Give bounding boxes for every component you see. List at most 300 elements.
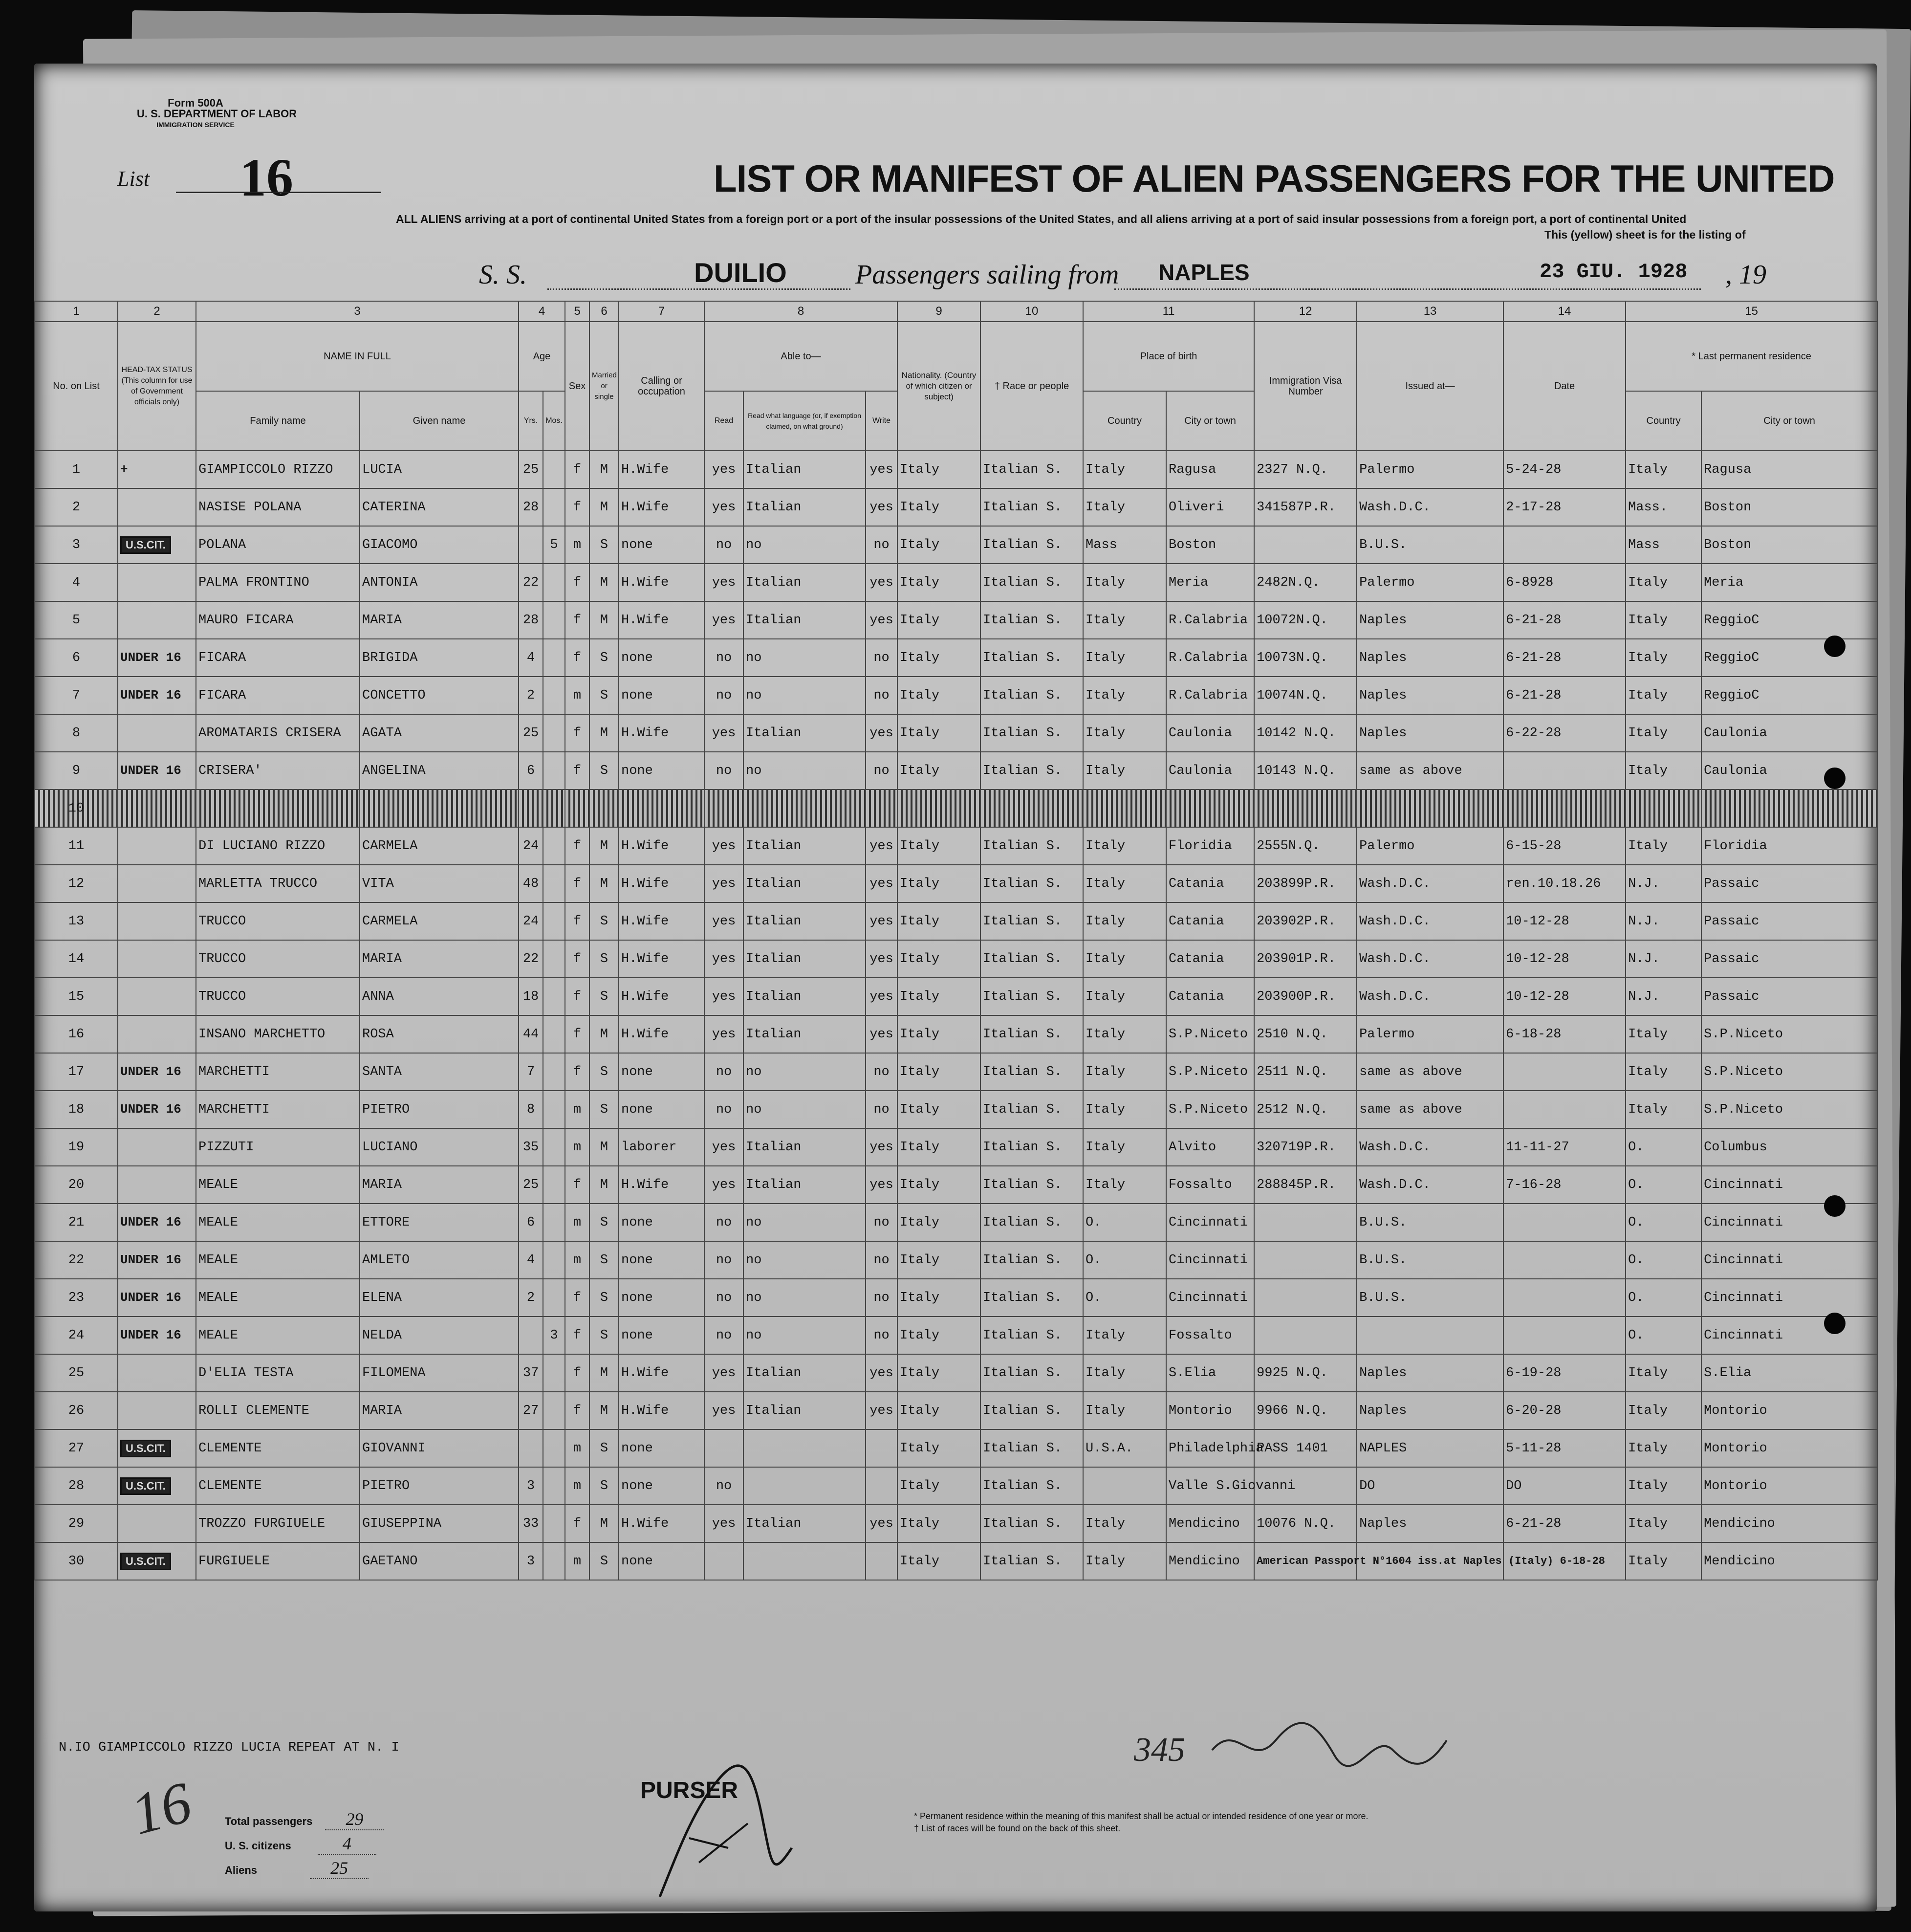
table-row: [35, 1091, 1877, 1128]
residence-city: Boston: [1701, 526, 1877, 564]
sex: f: [565, 564, 589, 601]
header-last-residence: * Last permanent residence: [1626, 322, 1877, 391]
race: Italian S.: [980, 451, 1083, 488]
age-years: 18: [519, 978, 543, 1015]
family-name: TRUCCO: [196, 902, 360, 940]
occupation: H.Wife: [619, 978, 704, 1015]
list-label: List: [117, 167, 150, 191]
visa-date: 5-11-28: [1503, 1429, 1626, 1467]
birth-country: Italy: [1083, 1166, 1166, 1204]
visa-number: [1254, 1241, 1357, 1279]
birth-city: Mendicino: [1166, 1542, 1254, 1580]
nationality: Italy: [897, 1128, 980, 1166]
visa-number: 203900P.R.: [1254, 978, 1357, 1015]
residence-city: Columbus: [1701, 1128, 1877, 1166]
family-name: PALMA FRONTINO: [196, 564, 360, 601]
occupation: none: [619, 1241, 704, 1279]
age-months: [543, 1429, 565, 1467]
marital-status: S: [589, 1542, 619, 1580]
residence-country: Italy: [1626, 1392, 1701, 1429]
can-read: yes: [704, 940, 743, 978]
age-months: [543, 940, 565, 978]
can-write: yes: [866, 978, 897, 1015]
sex: m: [565, 677, 589, 714]
visa-number: 203901P.R.: [1254, 940, 1357, 978]
age-months: [543, 639, 565, 677]
table-row: [35, 1354, 1877, 1392]
family-name: MEALE: [196, 1317, 360, 1354]
column-number: 5: [565, 301, 589, 322]
binder-hole: [1824, 636, 1846, 657]
age-years: 8: [519, 1091, 543, 1128]
marital-status: S: [589, 1279, 619, 1317]
table-row: [35, 978, 1877, 1015]
sex: [565, 790, 589, 827]
given-name: ROSA: [360, 1015, 519, 1053]
age-months: [543, 1204, 565, 1241]
residence-country: Italy: [1626, 1091, 1701, 1128]
marital-status: M: [589, 1354, 619, 1392]
binder-hole: [1824, 1313, 1846, 1334]
birth-country: Italy: [1083, 1542, 1166, 1580]
marital-status: S: [589, 639, 619, 677]
can-write: no: [866, 677, 897, 714]
occupation: none: [619, 1467, 704, 1505]
given-name: NELDA: [360, 1317, 519, 1354]
column-number: 8: [704, 301, 897, 322]
age-months: [543, 902, 565, 940]
residence-country: Italy: [1626, 714, 1701, 752]
row-number: 19: [35, 1128, 118, 1166]
age-years: 22: [519, 940, 543, 978]
read-language: Italian: [743, 564, 866, 601]
header-issued-at: Issued at—: [1357, 322, 1503, 451]
sex: f: [565, 714, 589, 752]
race: Italian S.: [980, 1204, 1083, 1241]
marital-status: S: [589, 752, 619, 790]
marital-status: S: [589, 1053, 619, 1091]
header-calling: Calling or occupation: [619, 322, 704, 451]
family-name: MEALE: [196, 1279, 360, 1317]
given-name: GIACOMO: [360, 526, 519, 564]
age-years: 44: [519, 1015, 543, 1053]
residence-country: O.: [1626, 1241, 1701, 1279]
date-underline: [1461, 288, 1701, 290]
column-number: 11: [1083, 301, 1254, 322]
age-years: 48: [519, 865, 543, 902]
nationality: Italy: [897, 902, 980, 940]
read-language: Italian: [743, 1354, 866, 1392]
race: Italian S.: [980, 1317, 1083, 1354]
age-years: [519, 1429, 543, 1467]
can-read: yes: [704, 451, 743, 488]
head-tax-status: [118, 1241, 196, 1279]
nationality: Italy: [897, 1166, 980, 1204]
visa-number: 10142 N.Q.: [1254, 714, 1357, 752]
given-name: MARIA: [360, 1166, 519, 1204]
header-place-of-birth: Place of birth: [1083, 322, 1254, 391]
birth-country: Italy: [1083, 1128, 1166, 1166]
marital-status: S: [589, 677, 619, 714]
age-months: [543, 1091, 565, 1128]
age-years: 33: [519, 1505, 543, 1542]
visa-issued-at: same as above: [1357, 1053, 1503, 1091]
header-married: Married or single: [589, 322, 619, 451]
visa-number: 10074N.Q.: [1254, 677, 1357, 714]
family-name: MARCHETTI: [196, 1091, 360, 1128]
row-number: 26: [35, 1392, 118, 1429]
read-language: no: [743, 1091, 866, 1128]
read-language: [743, 790, 866, 827]
visa-number: [1254, 1204, 1357, 1241]
can-read: yes: [704, 1505, 743, 1542]
sex: f: [565, 1166, 589, 1204]
age-months: [543, 978, 565, 1015]
can-write: [866, 1467, 897, 1505]
birth-country: U.S.A.: [1083, 1429, 1166, 1467]
visa-date: 6-21-28: [1503, 1505, 1626, 1542]
us-citizen-stamp: U.S.CIT.: [120, 536, 171, 554]
race: Italian S.: [980, 752, 1083, 790]
can-write: no: [866, 1204, 897, 1241]
race: Italian S.: [980, 1505, 1083, 1542]
head-tax-status: [118, 1542, 196, 1580]
nationality: Italy: [897, 1392, 980, 1429]
residence-country: N.J.: [1626, 865, 1701, 902]
header-given-name: Given name: [360, 391, 519, 451]
residence-city: Passaic: [1701, 865, 1877, 902]
repeat-note: N.IO GIAMPICCOLO RIZZO LUCIA REPEAT AT N. I: [59, 1740, 399, 1755]
total-passengers-value: 29: [325, 1809, 384, 1830]
visa-number: 10076 N.Q.: [1254, 1505, 1357, 1542]
visa-date: 10-12-28: [1503, 902, 1626, 940]
head-tax-status: [118, 1317, 196, 1354]
residence-country: Italy: [1626, 827, 1701, 865]
us-citizen-stamp: U.S.CIT.: [120, 1553, 171, 1570]
visa-issued-at: NAPLES: [1357, 1429, 1503, 1467]
birth-city: [1166, 790, 1254, 827]
can-read: yes: [704, 1392, 743, 1429]
given-name: PIETRO: [360, 1467, 519, 1505]
head-tax-status: [118, 1091, 196, 1128]
age-months: [543, 677, 565, 714]
given-name: LUCIA: [360, 451, 519, 488]
birth-city: R.Calabria: [1166, 677, 1254, 714]
family-name: D'ELIA TESTA: [196, 1354, 360, 1392]
birth-country: Italy: [1083, 1392, 1166, 1429]
occupation: H.Wife: [619, 564, 704, 601]
visa-issued-at: Wash.D.C.: [1357, 978, 1503, 1015]
visa-date: 6-19-28: [1503, 1354, 1626, 1392]
occupation: H.Wife: [619, 714, 704, 752]
read-language: [743, 1542, 866, 1580]
marital-status: M: [589, 564, 619, 601]
page-title: LIST OR MANIFEST OF ALIEN PASSENGERS FOR THE UNITED: [714, 157, 1835, 200]
residence-city: Montorio: [1701, 1429, 1877, 1467]
table-row: [35, 714, 1877, 752]
age-months: [543, 1279, 565, 1317]
family-name: FICARA: [196, 677, 360, 714]
column-number: 1: [35, 301, 118, 322]
row-number: 13: [35, 902, 118, 940]
family-name: MARLETTA TRUCCO: [196, 865, 360, 902]
column-number: 6: [589, 301, 619, 322]
residence-country: Italy: [1626, 1542, 1701, 1580]
can-read: no: [704, 677, 743, 714]
residence-city: Cincinnati: [1701, 1317, 1877, 1354]
table-row: [35, 865, 1877, 902]
sex: m: [565, 1429, 589, 1467]
can-read: [704, 790, 743, 827]
sex: f: [565, 1392, 589, 1429]
visa-number: 9925 N.Q.: [1254, 1354, 1357, 1392]
birth-city: Catania: [1166, 940, 1254, 978]
visa-issued-at: Naples: [1357, 1354, 1503, 1392]
under-16-stamp: UNDER 16: [120, 1290, 181, 1305]
marital-status: M: [589, 714, 619, 752]
manifest-table: [34, 301, 1878, 1581]
manifest-sheet: [34, 64, 1877, 1911]
list-number: 16: [239, 148, 293, 207]
column-number: 2: [118, 301, 196, 322]
nationality: Italy: [897, 1429, 980, 1467]
residence-country: Italy: [1626, 601, 1701, 639]
given-name: ELENA: [360, 1279, 519, 1317]
given-name: MARIA: [360, 1392, 519, 1429]
occupation: H.Wife: [619, 1354, 704, 1392]
residence-country: Italy: [1626, 1354, 1701, 1392]
birth-country: Italy: [1083, 714, 1166, 752]
age-years: 3: [519, 1542, 543, 1580]
given-name: [360, 790, 519, 827]
can-read: yes: [704, 1354, 743, 1392]
visa-issued-at: Wash.D.C.: [1357, 1128, 1503, 1166]
family-name: ROLLI CLEMENTE: [196, 1392, 360, 1429]
sex: f: [565, 451, 589, 488]
race: Italian S.: [980, 1241, 1083, 1279]
residence-city: ReggioC: [1701, 677, 1877, 714]
us-citizens: [225, 1833, 376, 1855]
birth-city: Cincinnati: [1166, 1241, 1254, 1279]
header-family-name: Family name: [196, 391, 360, 451]
family-name: MEALE: [196, 1241, 360, 1279]
column-number: 3: [196, 301, 519, 322]
read-language: Italian: [743, 1166, 866, 1204]
head-tax-status: [118, 978, 196, 1015]
row-number: 4: [35, 564, 118, 601]
residence-city: Montorio: [1701, 1392, 1877, 1429]
can-read: yes: [704, 865, 743, 902]
family-name: FURGIUELE: [196, 1542, 360, 1580]
race: Italian S.: [980, 1128, 1083, 1166]
visa-issued-at: Wash.D.C.: [1357, 902, 1503, 940]
birth-country: Italy: [1083, 601, 1166, 639]
head-tax-status: [118, 526, 196, 564]
margin-list-number: 16: [124, 1769, 198, 1847]
head-tax-status: [118, 1354, 196, 1392]
race: Italian S.: [980, 564, 1083, 601]
age-months: [543, 1241, 565, 1279]
column-number: 7: [619, 301, 704, 322]
birth-country: Italy: [1083, 1505, 1166, 1542]
occupation: none: [619, 677, 704, 714]
can-read: no: [704, 1241, 743, 1279]
age-years: 2: [519, 1279, 543, 1317]
marital-status: S: [589, 1204, 619, 1241]
sex: f: [565, 639, 589, 677]
birth-city: S.Elia: [1166, 1354, 1254, 1392]
sex: f: [565, 1053, 589, 1091]
residence-city: [1701, 790, 1877, 827]
visa-issued-at: Palermo: [1357, 1015, 1503, 1053]
row-number: 10: [35, 790, 118, 827]
residence-city: Passaic: [1701, 978, 1877, 1015]
residence-city: Boston: [1701, 488, 1877, 526]
age-years: [519, 1317, 543, 1354]
occupation: H.Wife: [619, 488, 704, 526]
visa-date: [1503, 1091, 1626, 1128]
age-months: [543, 1354, 565, 1392]
aliens-label: Aliens: [225, 1864, 258, 1876]
birth-city: Boston: [1166, 526, 1254, 564]
read-language: no: [743, 1279, 866, 1317]
row-number: 22: [35, 1241, 118, 1279]
residence-city: S.Elia: [1701, 1354, 1877, 1392]
sex: f: [565, 1279, 589, 1317]
row-number: 25: [35, 1354, 118, 1392]
header-able-to: Able to—: [704, 322, 897, 391]
nationality: Italy: [897, 488, 980, 526]
given-name: ETTORE: [360, 1204, 519, 1241]
read-language: no: [743, 1241, 866, 1279]
residence-country: Italy: [1626, 639, 1701, 677]
visa-issued-at: Naples: [1357, 639, 1503, 677]
age-months: [543, 1166, 565, 1204]
age-years: 6: [519, 752, 543, 790]
head-tax-status: [118, 1505, 196, 1542]
can-write: no: [866, 1317, 897, 1354]
form-number: Form 500A: [168, 97, 223, 109]
nationality: Italy: [897, 526, 980, 564]
header-name-in-full: NAME IN FULL: [196, 322, 519, 391]
table-row: [35, 1429, 1877, 1467]
birth-city: Caulonia: [1166, 714, 1254, 752]
purser-label: PURSER: [640, 1778, 738, 1803]
marital-status: S: [589, 1241, 619, 1279]
occupation: none: [619, 1429, 704, 1467]
header-nationality: Nationality. (Country of which citizen or subject): [897, 322, 980, 451]
can-read: no: [704, 1317, 743, 1354]
can-read: [704, 1429, 743, 1467]
residence-country: Italy: [1626, 1505, 1701, 1542]
visa-number: 203902P.R.: [1254, 902, 1357, 940]
age-years: 3: [519, 1467, 543, 1505]
nationality: [897, 790, 980, 827]
residence-city: Cincinnati: [1701, 1204, 1877, 1241]
head-tax-status: [118, 1392, 196, 1429]
table-row: [35, 639, 1877, 677]
residence-city: Ragusa: [1701, 451, 1877, 488]
visa-date: 11-11-27: [1503, 1128, 1626, 1166]
nationality: Italy: [897, 752, 980, 790]
read-language: [743, 1467, 866, 1505]
header-date: Date: [1503, 322, 1626, 451]
given-name: GIUSEPPINA: [360, 1505, 519, 1542]
inspector-signature: [1207, 1711, 1452, 1779]
can-write: no: [866, 752, 897, 790]
birth-city: Cincinnati: [1166, 1279, 1254, 1317]
sex: f: [565, 1015, 589, 1053]
birth-country: Italy: [1083, 865, 1166, 902]
nationality: Italy: [897, 827, 980, 865]
visa-date: 6-15-28: [1503, 827, 1626, 865]
family-name: TRUCCO: [196, 940, 360, 978]
header-birth-country: Country: [1083, 391, 1166, 451]
visa-number: 10073N.Q.: [1254, 639, 1357, 677]
marital-status: M: [589, 488, 619, 526]
age-months: [543, 1542, 565, 1580]
row-number: 14: [35, 940, 118, 978]
visa-date: [1503, 526, 1626, 564]
family-name: [196, 790, 360, 827]
age-months: [543, 601, 565, 639]
row-number: 8: [35, 714, 118, 752]
head-tax-status: [118, 601, 196, 639]
row-number: 18: [35, 1091, 118, 1128]
header-head-tax: HEAD-TAX STATUS (This column for use of Government officials only): [118, 322, 196, 451]
residence-city: Passaic: [1701, 940, 1877, 978]
age-months: [543, 1467, 565, 1505]
can-write: yes: [866, 488, 897, 526]
nationality: Italy: [897, 1091, 980, 1128]
age-months: [543, 451, 565, 488]
row-number: 9: [35, 752, 118, 790]
visa-issued-at: Naples: [1357, 677, 1503, 714]
header-res-country: Country: [1626, 391, 1701, 451]
marital-status: S: [589, 1429, 619, 1467]
birth-country: O.: [1083, 1279, 1166, 1317]
race: Italian S.: [980, 902, 1083, 940]
visa-date: [1503, 1279, 1626, 1317]
birth-country: Italy: [1083, 564, 1166, 601]
column-number: 9: [897, 301, 980, 322]
under-16-stamp: UNDER 16: [120, 763, 181, 778]
nationality: Italy: [897, 714, 980, 752]
family-name: AROMATARIS CRISERA: [196, 714, 360, 752]
read-language: [743, 1429, 866, 1467]
residence-country: Italy: [1626, 1467, 1701, 1505]
row-number: 3: [35, 526, 118, 564]
given-name: VITA: [360, 865, 519, 902]
visa-number: [1254, 790, 1357, 827]
marital-status: M: [589, 1015, 619, 1053]
binder-hole: [1824, 1195, 1846, 1217]
age-months: [543, 1392, 565, 1429]
residence-country: O.: [1626, 1166, 1701, 1204]
table-row: [35, 1467, 1877, 1505]
age-months: [543, 1505, 565, 1542]
residence-city: S.P.Niceto: [1701, 1053, 1877, 1091]
marital-status: S: [589, 902, 619, 940]
head-tax-status: [118, 1467, 196, 1505]
can-read: no: [704, 639, 743, 677]
table-row: [35, 1317, 1877, 1354]
can-read: no: [704, 1279, 743, 1317]
age-years: 37: [519, 1354, 543, 1392]
visa-number: [1254, 1317, 1357, 1354]
residence-country: Mass.: [1626, 488, 1701, 526]
can-read: no: [704, 1053, 743, 1091]
